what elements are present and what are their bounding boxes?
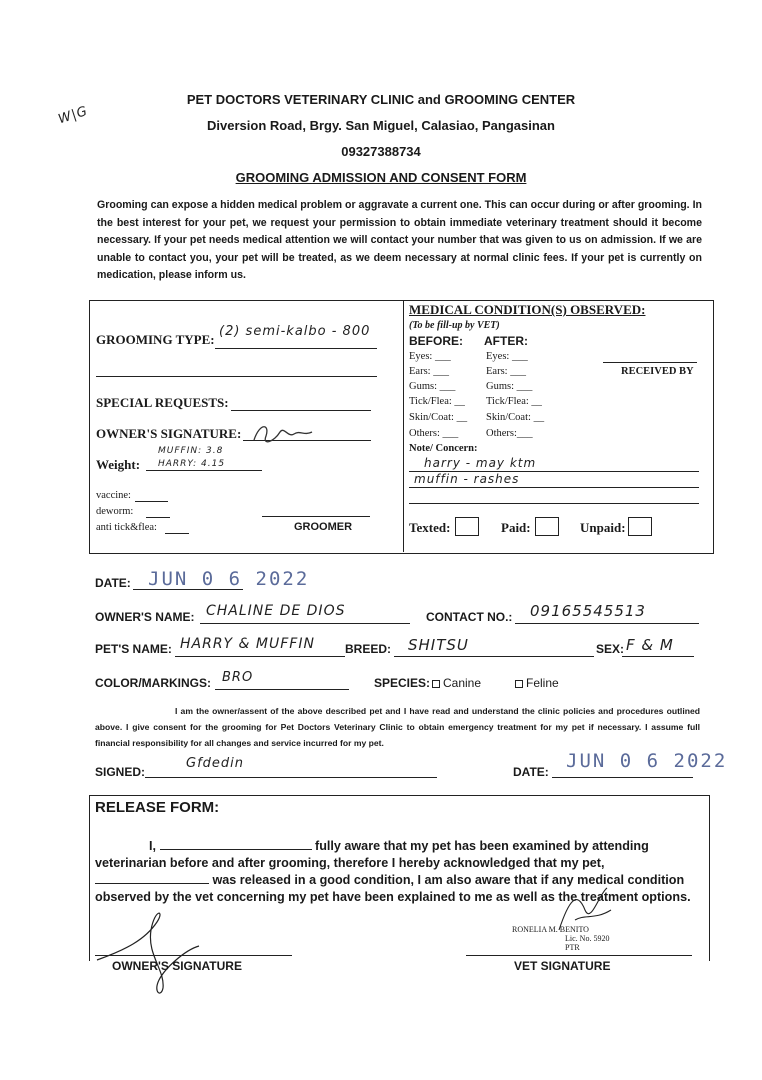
box-divider	[403, 300, 404, 552]
grooming-type-value: (2) semi-kalbo - 800	[219, 324, 371, 339]
consent-paragraph: I am the owner/assent of the above described pet and I have read and understand the clinic policies and procedures outlined above. I give consent for the grooming for Pet Doctors Veterinary Clinic to obtain emergency treatment for my pet if necessary. I assume full financial responsibility for all changes and service incurred for my pet.	[95, 706, 700, 748]
vet-stamp-ptr: PTR	[565, 943, 580, 952]
contact-line[interactable]	[515, 623, 699, 624]
vet-signature-label: VET SIGNATURE	[514, 959, 611, 973]
signed-line[interactable]	[145, 777, 437, 778]
clinic-address: Diversion Road, Brgy. San Miguel, Calasiao, Pangasinan	[207, 118, 555, 133]
before-skincoat: Skin/Coat: __	[409, 412, 468, 423]
pet-name-value: HARRY & MUFFIN	[180, 636, 315, 652]
unpaid-label: Unpaid:	[580, 520, 626, 535]
canine-checkbox[interactable]	[432, 680, 440, 688]
owner-signature-drawing	[95, 900, 205, 1000]
pet-name-line[interactable]	[175, 656, 345, 657]
grooming-type-label: GROOMING TYPE:	[96, 332, 215, 347]
grooming-type-line[interactable]	[215, 348, 377, 349]
clinic-phone: 09327388734	[341, 144, 421, 159]
deworm-label: deworm:	[96, 506, 134, 517]
release-line-4: observed by the vet concerning my pet have been explained to me as well as the treatment options.	[95, 890, 691, 904]
medical-condition-title: MEDICAL CONDITION(S) OBSERVED:	[409, 302, 646, 317]
owner-name-line[interactable]	[200, 623, 410, 624]
intro-paragraph: Grooming can expose a hidden medical problem or aggravate a current one. This can occur during or after grooming. In the best interest for your pet, we request your permission to obtain immediate veterinary treatment should it become necessary. If your pet needs medical attention we will contact your number that was given to us on admission. If we are unable to contact you, your pet will be treated, as we deem necessary at normal clinic fees. If your pet is currently on medication, please inform us.	[97, 199, 702, 282]
release-line-2: veterinarian before and after grooming, therefore I hereby acknowledged that my pet,	[95, 856, 605, 870]
owner-name-label: OWNER'S NAME:	[95, 610, 195, 624]
note-line-2-rule[interactable]	[409, 487, 699, 488]
vet-signature-drawing	[555, 880, 615, 940]
grooming-type-line-2[interactable]	[96, 376, 377, 377]
received-by-label: RECEIVED BY	[621, 366, 694, 377]
signed-date-line[interactable]	[552, 777, 693, 778]
breed-line[interactable]	[394, 656, 594, 657]
vaccine-label: vaccine:	[96, 490, 131, 501]
signed-date-stamp: JUN 0 6 2022	[566, 750, 728, 772]
sex-line[interactable]	[622, 656, 694, 657]
clinic-name: PET DOCTORS VETERINARY CLINIC and GROOMING CENTER	[186, 92, 576, 107]
paid-checkbox[interactable]	[535, 517, 559, 536]
owner-signature-label: OWNER'S SIGNATURE:	[96, 426, 242, 441]
margin-note: W|G	[56, 103, 90, 128]
release-line-3: was released in a good condition, I am also aware that if any medical condition	[95, 870, 690, 891]
vet-stamp-license: Lic. No. 5920	[565, 934, 610, 943]
release-title: RELEASE FORM:	[95, 799, 220, 816]
groomer-line[interactable]	[262, 516, 370, 517]
before-label: BEFORE:	[409, 334, 463, 348]
note-line-1: harry - may ktm	[424, 456, 537, 470]
after-tickflea: Tick/Flea: __	[486, 396, 542, 407]
species-label: SPECIES:	[374, 676, 431, 690]
color-markings-label: COLOR/MARKINGS:	[95, 676, 211, 690]
signed-date-label: DATE:	[513, 765, 549, 779]
release-pet-blank[interactable]	[95, 871, 209, 884]
vet-signature-line[interactable]	[466, 955, 692, 956]
antitick-label: anti tick&flea:	[96, 522, 157, 533]
date-label: DATE:	[95, 576, 131, 590]
weight-value-1: MUFFIN: 3.8	[158, 446, 224, 456]
owner-signature-scribble	[250, 420, 320, 450]
special-requests-line[interactable]	[231, 410, 371, 411]
before-others: Others: ___	[409, 428, 459, 439]
feline-label: Feline	[526, 676, 559, 690]
unpaid-checkbox[interactable]	[628, 517, 652, 536]
release-name-blank[interactable]	[160, 837, 312, 850]
after-gums: Gums: ___	[486, 381, 533, 392]
vaccine-line[interactable]	[135, 501, 168, 502]
note-line-3-rule[interactable]	[409, 503, 699, 504]
canine-label: Canine	[443, 676, 482, 690]
before-ears: Ears: ___	[409, 366, 449, 377]
after-label: AFTER:	[484, 334, 528, 348]
sex-value: F & M	[626, 636, 674, 654]
release-line-1: I, fully aware that my pet has been examined by attending	[149, 839, 649, 853]
date-stamp: JUN 0 6 2022	[148, 568, 310, 590]
note-label: Note/ Concern:	[409, 443, 478, 454]
antitick-line[interactable]	[165, 533, 189, 534]
texted-checkbox[interactable]	[455, 517, 479, 536]
sex-label: SEX:	[596, 642, 625, 656]
special-requests-label: SPECIAL REQUESTS:	[96, 395, 229, 410]
signed-signature: Gfdedin	[186, 756, 245, 771]
texted-label: Texted:	[409, 520, 451, 535]
owner-name-value: CHALINE DE DIOS	[206, 603, 346, 619]
paid-label: Paid:	[501, 520, 531, 535]
groomer-label: GROOMER	[294, 521, 353, 533]
owner-release-signature-line[interactable]	[95, 955, 292, 956]
medical-condition-subtitle: (To be fill-up by VET)	[409, 320, 500, 331]
owner-release-signature-label: OWNER'S SIGNATURE	[112, 959, 242, 973]
weight-value-2: HARRY: 4.15	[158, 459, 226, 469]
after-ears: Ears: ___	[486, 366, 526, 377]
note-line-2: muffin - rashes	[414, 472, 520, 486]
pet-name-label: PET'S NAME:	[95, 642, 172, 656]
weight-line[interactable]	[146, 470, 262, 471]
before-tickflea: Tick/Flea: __	[409, 396, 465, 407]
signed-label: SIGNED:	[95, 765, 146, 779]
vet-stamp-name: RONELIA M. BENITO	[512, 925, 589, 934]
feline-checkbox[interactable]	[515, 680, 523, 688]
after-others: Others:___	[486, 428, 533, 439]
color-markings-line[interactable]	[215, 689, 349, 690]
before-eyes: Eyes: ___	[409, 351, 451, 362]
deworm-line[interactable]	[146, 517, 170, 518]
weight-label: Weight:	[96, 457, 141, 472]
received-by-line[interactable]	[603, 362, 697, 363]
after-skincoat: Skin/Coat: __	[486, 412, 545, 423]
contact-label: CONTACT NO.:	[426, 610, 513, 624]
form-title: GROOMING ADMISSION AND CONSENT FORM	[235, 170, 527, 185]
breed-value: SHITSU	[408, 636, 469, 654]
contact-value: 09165545513	[530, 602, 646, 620]
after-eyes: Eyes: ___	[486, 351, 528, 362]
breed-label: BREED:	[345, 642, 392, 656]
color-markings-value: BRO	[222, 670, 254, 685]
before-gums: Gums: ___	[409, 381, 456, 392]
